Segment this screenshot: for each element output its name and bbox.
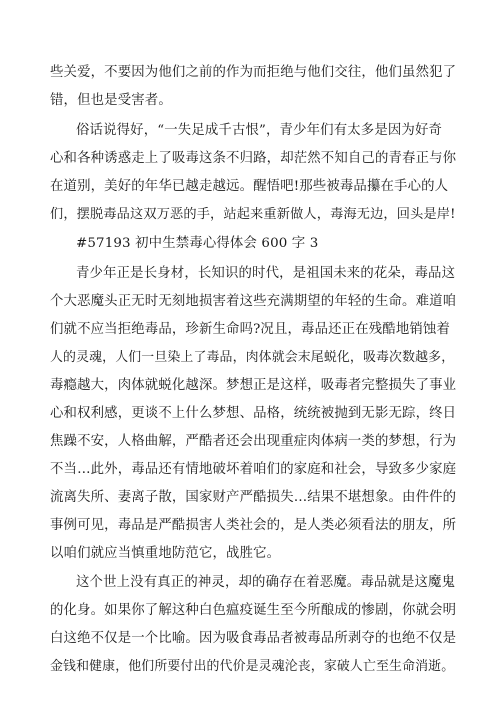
text-line: 毒瘾越大，肉体就蜕化越深。梦想正是这样，吸毒者完整损失了事业	[50, 378, 457, 393]
text-line: 在道别，美好的年华已越走越远。醒悟吧!那些被毒品攥在手心的人	[50, 179, 449, 194]
text-line: 不当…此外，毒品还有情地破坏着咱们的家庭和社会，导致多少家庭	[50, 462, 457, 477]
text-line: 事例可见，毒品是严酷损害人类社会的，是人类必须看法的朋友，所	[50, 518, 457, 533]
text-line: 流离失所、妻离子散，国家财产严酷损失…结果不堪想象。由件件的	[50, 490, 457, 505]
text-line: 个大恶魔头正无时无刻地损害着这些充满期望的年轻的生命。难道咱	[50, 294, 457, 309]
text-line: 人的灵魂，人们一旦染上了毒品，肉体就会末尾蜕化，吸毒次数越多，	[50, 350, 455, 365]
text-line: 白这绝不仅是一个比喻。因为吸食毒品者被毒品所剥夺的也绝不仅是	[50, 631, 457, 646]
text-line: 焦躁不安，人格曲解，严酷者还会出现重症肉体病一类的梦想，行为	[50, 434, 457, 449]
text-line: 心和各种诱惑走上了吸毒这条不归路，却茫然不知自己的青春正与你	[50, 151, 457, 166]
text-line: 们，摆脱毒品这双万恶的手，站起来重新做人，毒海无边，回头是岸!	[50, 207, 456, 222]
text-line: 心和权利感，更谈不上什么梦想、品格，统统被抛到无影无踪，终日	[50, 406, 457, 421]
paragraph-start-line: 俗话说得好，“一失足成千古恨”，青少年们有太多是因为好奇	[76, 123, 443, 138]
text-line: 们就不应当拒绝毒品，珍新生命吗?况且，毒品还正在残酷地销蚀着	[50, 322, 451, 337]
text-line: 些关爱，不要因为他们之前的作为而拒绝与他们交往，他们虽然犯了	[50, 65, 457, 80]
text-line: 以咱们就应当慎重地防范它，战胜它。	[50, 546, 281, 561]
paragraph-start-line: 这个世上没有真正的神灵，却的确存在着恶魔。毒品就是这魔鬼	[76, 575, 456, 590]
text-line: 金钱和健康，他们所要付出的代价是灵魂沦丧，家破人亡至生命消逝。	[50, 659, 455, 674]
section-heading: #57193 初中生禁毒心得体会 600 字 3	[76, 236, 319, 251]
text-line: 错，但也是受害者。	[50, 93, 172, 108]
paragraph-start-line: 青少年正是长身材，长知识的时代，是祖国未来的花朵，毒品这	[76, 266, 456, 281]
text-line: 的化身。如果你了解这种白色瘟疫诞生至今所酿成的惨剧，你就会明	[50, 603, 457, 618]
